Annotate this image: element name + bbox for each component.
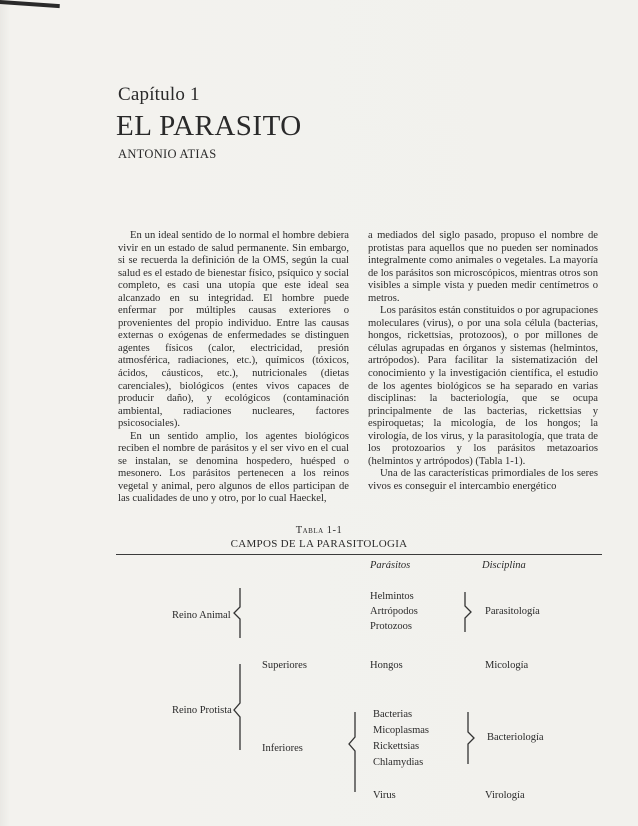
paragraph: Una de las características primordiales de los seres vivos es conseguir el intercambio energético bbox=[368, 468, 598, 492]
brace-protist bbox=[234, 664, 240, 750]
discipline-mycology: Micología bbox=[485, 660, 529, 671]
parasite-item: Artrópodos bbox=[370, 606, 418, 617]
parasite-item: Helmintos bbox=[370, 591, 414, 602]
brace-animal-right bbox=[465, 592, 471, 632]
brace-inferior bbox=[349, 712, 355, 792]
protist-inferior: Inferiores bbox=[262, 743, 303, 754]
discipline-virology: Virología bbox=[485, 790, 525, 801]
parasite-virus: Virus bbox=[373, 790, 396, 801]
paragraph: a mediados del siglo pasado, propuso el nombre de protistas para aquellos que no pueden ser nominados integralmente como animales o vegetales. La mayoría de los parásitos son microscópicos, mientras otros son visibles a simple vista y pueden medir centímetros o metros. bbox=[368, 230, 598, 304]
brace-bacteria-right bbox=[468, 712, 474, 764]
discipline-parasitology: Parasitología bbox=[485, 606, 540, 617]
paragraph: En un sentido amplio, los agentes biológicos reciben el nombre de parásitos y el ser vivo en el cual se instalan, se denomina hospedero, huésped o mesonero. Los parásitos pertenecen a los reinos vegetal y animal, pero algunos de ellos participan de las cualidades de uno y otro, por lo cual Haeckel, bbox=[118, 430, 349, 505]
parasite-item: Chlamydias bbox=[373, 757, 424, 768]
chapter-author: ANTONIO ATIAS bbox=[118, 147, 217, 161]
discipline-bacteriology: Bacteriología bbox=[487, 732, 544, 743]
kingdom-animal: Reino Animal bbox=[172, 610, 231, 621]
table-caption: CAMPOS DE LA PARASITOLOGIA bbox=[230, 538, 408, 550]
parasite-item: Micoplasmas bbox=[373, 725, 429, 736]
chapter-label: Capítulo 1 bbox=[118, 84, 200, 105]
parasite-fungi: Hongos bbox=[370, 660, 403, 671]
table-number: Tabla 1-1 bbox=[295, 525, 343, 536]
kingdom-protist: Reino Protista bbox=[172, 705, 232, 716]
paragraph: Los parásitos están constituidos o por agrupaciones moleculares (virus), o por una sola célula (bacterias, hongos, rickettsias, protozoos), o por millones de células agrupadas en órganos y sistemas (helmintos, artrópodos). Para facilitar la sistematización del conocimiento y la investigación científica, el estudio de los agentes biológicos se ha separado en varias disciplinas: la bacteriología, que se ocupa principalmente de las bacterias, rickettsias y espiroquetas; la micología, de los hongos; la virología, de los virus, y la parasitología, que trata de los protozoarios y los parásitos metazoarios (helmintos y artrópodos) (Tabla 1-1). bbox=[368, 305, 598, 467]
parasite-item: Rickettsias bbox=[373, 741, 420, 752]
chapter-title: EL PARASITO bbox=[116, 110, 302, 142]
brace-animal bbox=[234, 588, 240, 638]
protist-superior: Superiores bbox=[262, 660, 307, 671]
parasite-item: Bacterias bbox=[373, 709, 413, 720]
paragraph: En un ideal sentido de lo normal el hombre debiera vivir en un estado de salud permanente. Sin embargo, si se recuerda la definición de la OMS, según la cual salud es el estado de bienestar físico, psíquico y social completo, es casi una utopía que este ideal sea alcanzado en su integridad. El hombre puede enfermar por múltiples causas exteriores o provenientes del propio individuo. Entre las causas externas o exógenas de enfermedades se distinguen agentes físicos (calor, electricidad, presión atmosférica, radiaciones, etc.), químicos (tóxicos, ácidos, cáusticos, etc.), nutricionales (dietas carenciales), biológicos (entes vivos capaces de producir daño), y ecológicos (contaminación ambiental, radiaciones nucleares, factores psicosociales). bbox=[118, 230, 349, 430]
header-discipline: Disciplina bbox=[482, 560, 526, 571]
header-parasites: Parásitos bbox=[370, 560, 411, 571]
parasite-item: Protozoos bbox=[370, 621, 412, 632]
